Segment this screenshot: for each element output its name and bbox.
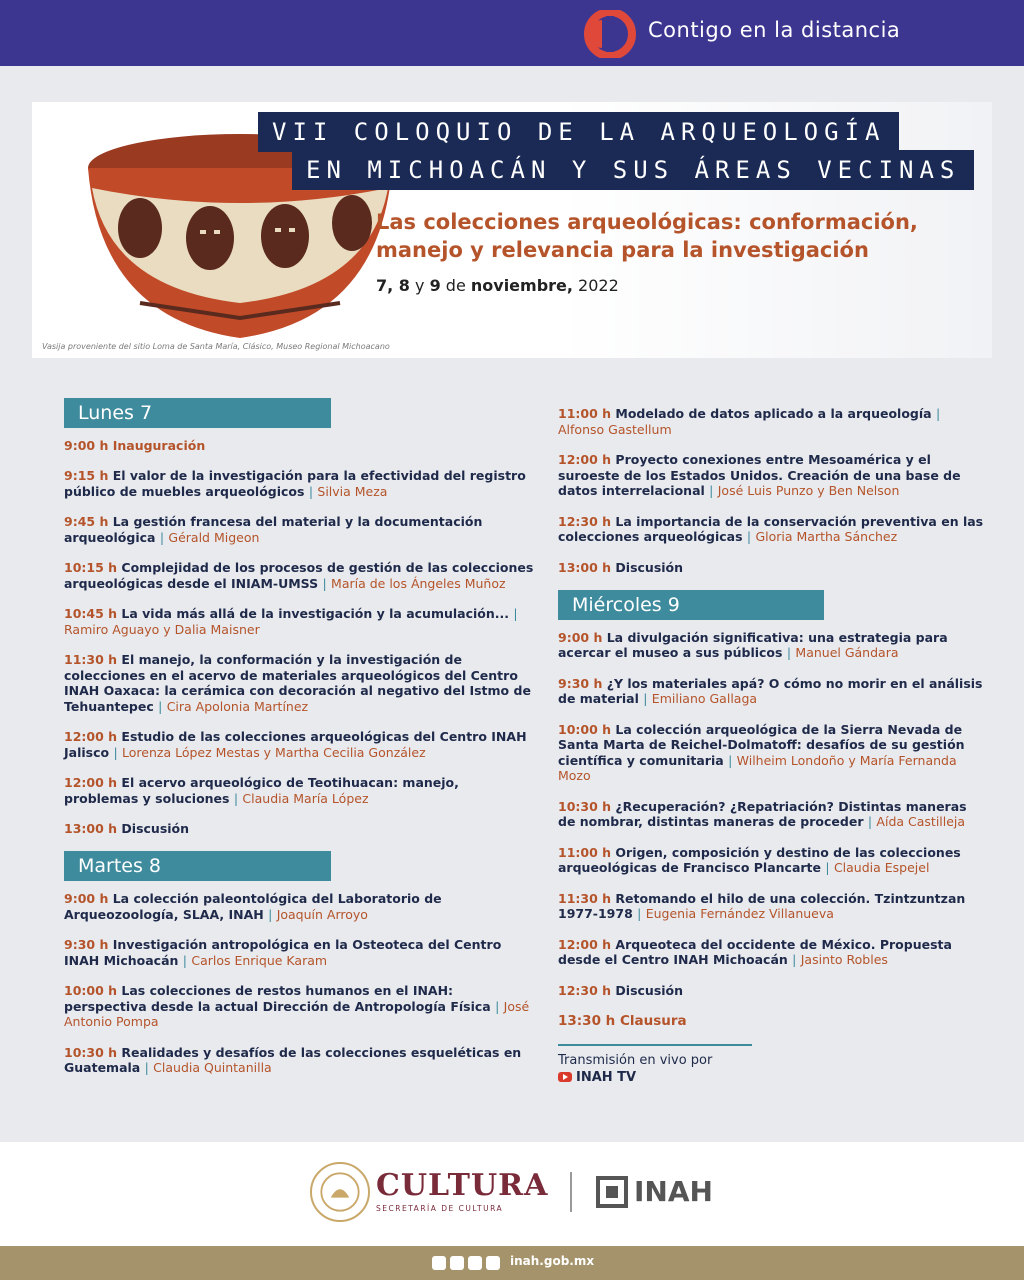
schedule-entry	[558, 799, 988, 830]
entry-speaker: Gloria Martha Sánchez	[755, 529, 898, 544]
hero-header	[32, 102, 992, 358]
entry-time: 10:15 h	[64, 560, 118, 575]
entry-time: 9:45 h	[64, 514, 109, 529]
entry-time: 9:15 h	[64, 468, 109, 483]
schedule-entry	[558, 891, 988, 922]
entry-separator: |	[867, 814, 873, 829]
clausura: 13:30 h Clausura	[558, 1012, 687, 1029]
schedule-entry	[558, 452, 988, 499]
entry-time: 10:30 h	[558, 798, 612, 814]
schedule-entry	[64, 560, 534, 591]
entry-time: 11:30 h	[558, 890, 612, 906]
schedule-entry	[558, 845, 988, 876]
schedule-entry	[558, 630, 988, 661]
title-line-1: VII COLOQUIO DE LA ARQUEOLOGÍA	[258, 112, 899, 152]
entry-speaker: Carlos Enrique Karam	[191, 952, 328, 968]
entry-speaker: Wilheim Londoño y María Fernanda Mozo	[558, 752, 957, 783]
entry-separator: |	[746, 529, 752, 544]
entry-time: 12:00 h	[64, 775, 118, 790]
entry-time: 11:30 h	[64, 652, 118, 667]
entry-separator: |	[786, 645, 792, 660]
entry-speaker: Ramiro Aguayo y Dalia Maisner	[64, 621, 260, 637]
martes-list-continued	[558, 406, 988, 545]
entry-title: Modelado de datos aplicado a la arqueología	[615, 406, 932, 421]
entry-separator: |	[728, 752, 733, 768]
discusion-martes: 13:00 h Discusión	[558, 559, 684, 575]
entry-title: Proyecto conexiones entre Mesoamérica y el suroeste de los Estados Unidos. Creación de una base de datos interrelacional	[558, 452, 961, 498]
entry-time: 11:00 h	[558, 406, 612, 421]
entry-separator: |	[643, 691, 648, 706]
facebook-icon[interactable]	[432, 1256, 446, 1270]
schedule-entry	[558, 406, 988, 437]
entry-separator: |	[495, 998, 500, 1014]
entry-time: 12:00 h	[558, 936, 612, 952]
instagram-icon[interactable]	[468, 1256, 482, 1270]
entry-speaker: Alfonso Gastellum	[558, 421, 672, 437]
brand-tagline: Contigo en la distancia	[648, 18, 901, 42]
entry-separator: |	[825, 860, 830, 875]
entry-title: El acervo arqueológico de Teotihuacan: manejo, problemas y soluciones	[64, 775, 459, 806]
inauguracion: 9:00 h Inauguración	[64, 438, 206, 453]
entry-time: 9:00 h	[558, 629, 603, 645]
schedule-entry	[558, 937, 988, 968]
entry-time: 12:00 h	[64, 729, 118, 744]
schedule-entry	[64, 514, 534, 545]
entry-speaker: Eugenia Fernández Villanueva	[645, 906, 834, 921]
entry-separator: |	[308, 483, 314, 499]
entry-title: La importancia de la conservación preventiva en las colecciones arqueológicas	[558, 513, 984, 544]
schedule-entry	[64, 652, 534, 714]
entry-time: 12:00 h	[558, 452, 612, 467]
entry-separator: |	[113, 744, 118, 760]
entry-time: 12:30 h	[558, 513, 612, 529]
entry-speaker: Lorenza López Mestas y Martha Cecilia González	[122, 744, 426, 760]
entry-time: 10:30 h	[64, 1044, 118, 1060]
martes-list	[64, 891, 534, 1076]
cultura-subtitle: SECRETARÍA DE CULTURA	[376, 1204, 504, 1213]
entry-speaker: Silvia Meza	[317, 483, 388, 499]
entry-title: Las colecciones de restos humanos en el INAH: perspectiva desde la actual Dirección de Antropología Física	[64, 983, 491, 1014]
entry-title: El valor de la investigación para la efectividad del registro público de muebles arqueológicos	[64, 468, 526, 499]
stream-channel-link[interactable]: INAH TV	[558, 1069, 988, 1086]
top-bar	[0, 0, 1024, 66]
entry-title: Complejidad de los procesos de gestión de las colecciones arqueológicas desde el INIAM-UMSS	[64, 560, 534, 591]
contigo-logo-icon	[582, 10, 638, 58]
entry-title: La colección paleontológica del Laboratorio de Arqueozoología, SLAA, INAH	[64, 891, 442, 922]
entry-title: La gestión francesa del material y la documentación arqueológica	[64, 514, 483, 545]
entry-speaker: Manuel Gándara	[795, 645, 899, 660]
inah-logo: INAH	[634, 1175, 713, 1208]
schedule-entry	[64, 983, 534, 1030]
entry-separator: |	[158, 698, 163, 714]
entry-speaker: José Luis Punzo y Ben Nelson	[717, 483, 900, 498]
schedule-entry	[64, 937, 534, 968]
entry-time: 10:00 h	[64, 983, 118, 998]
entry-time: 11:00 h	[558, 844, 612, 860]
entry-time: 10:45 h	[64, 606, 118, 621]
schedule-entry	[558, 676, 988, 707]
stream-divider	[558, 1044, 752, 1046]
schedule-entry	[64, 891, 534, 922]
discusion-miercoles: 12:30 h Discusión	[558, 982, 684, 998]
entry-time: 10:00 h	[558, 721, 612, 737]
entry-time: 9:00 h	[64, 891, 109, 906]
day-heading-miercoles: Miércoles 9	[558, 590, 824, 620]
entry-title: El manejo, la conformación y la investigación de colecciones en el acervo de materiales arqueológicos del Centro INAH Oaxaca: la cerámica con decoración al negativo del Istmo de Tehuantepec	[64, 652, 531, 714]
entry-separator: |	[935, 406, 941, 421]
miercoles-list	[558, 630, 988, 968]
right-column	[558, 406, 988, 1086]
youtube-icon	[558, 1072, 572, 1082]
left-column	[64, 398, 534, 1091]
schedule-entry	[64, 729, 534, 760]
schedule-entry	[64, 606, 534, 637]
entry-speaker: Cira Apolonia Martínez	[166, 698, 309, 714]
schedule-entry	[64, 1045, 534, 1076]
mexico-seal-icon	[310, 1162, 370, 1222]
entry-separator: |	[513, 606, 518, 621]
entry-title: ¿Recuperación? ¿Repatriación? Distintas maneras de nombrar, distintas maneras de proceder	[558, 798, 967, 829]
entry-speaker: Claudia Quintanilla	[153, 1060, 272, 1075]
logo-divider	[570, 1172, 572, 1212]
entry-separator: |	[637, 906, 642, 921]
day-heading-martes: Martes 8	[64, 851, 331, 881]
stream-label: Transmisión en vivo por	[558, 1052, 713, 1068]
event-dates: 7, 8 y 9 de noviembre, 2022	[376, 276, 619, 295]
entry-separator: |	[182, 952, 187, 968]
inah-emblem-icon	[594, 1172, 630, 1212]
schedule-entry	[558, 722, 988, 784]
entry-speaker: Claudia María López	[242, 790, 369, 806]
entry-speaker: María de los Ángeles Muñoz	[331, 575, 506, 591]
cultura-logo: CULTURA	[376, 1168, 549, 1203]
schedule-entry	[64, 775, 534, 806]
youtube-icon[interactable]	[486, 1256, 500, 1270]
title-line-2: EN MICHOACÁN Y SUS ÁREAS VECINAS	[292, 150, 974, 190]
entry-title: ¿Y los materiales apá? O cómo no morir en el análisis de material	[558, 675, 983, 706]
entry-speaker: Claudia Espejel	[833, 860, 930, 875]
entry-separator: |	[792, 952, 797, 967]
website-link[interactable]: inah.gob.mx	[510, 1254, 595, 1268]
entry-title: Origen, composición y destino de las colecciones arqueológicas de Francisco Plancarte	[558, 844, 961, 875]
entry-speaker: Aída Castilleja	[876, 814, 966, 829]
entry-title: Retomando el hilo de una colección. Tzintzuntzan 1977-1978	[558, 890, 966, 921]
entry-separator: |	[268, 906, 273, 922]
entry-title: La colección arqueológica de la Sierra Nevada de Santa Marta de Reichel-Dolmatoff: desafíos de su gestión científica y comunitaria	[558, 721, 965, 768]
entry-separator: |	[233, 790, 239, 806]
day-heading-lunes: Lunes 7	[64, 398, 331, 428]
entry-title: Arqueoteca del occidente de México. Propuesta desde el Centro INAH Michoacán	[558, 936, 952, 967]
entry-separator: |	[322, 575, 327, 591]
entry-speaker: Emiliano Gallaga	[651, 691, 758, 706]
entry-title: Investigación antropológica en la Osteoteca del Centro INAH Michoacán	[64, 937, 502, 968]
entry-speaker: Joaquín Arroyo	[276, 906, 368, 922]
entry-title: Estudio de las colecciones arqueológicas del Centro INAH Jalisco	[64, 729, 527, 760]
image-caption: Vasija proveniente del sitio Loma de Santa María, Clásico, Museo Regional Michoacano	[42, 342, 390, 351]
twitter-icon[interactable]	[450, 1256, 464, 1270]
event-subtitle: Las colecciones arqueológicas: conformación, manejo y relevancia para la investigación	[376, 210, 918, 262]
entry-separator: |	[709, 483, 714, 498]
schedule-entry	[64, 468, 534, 499]
entry-title: Realidades y desafíos de las colecciones esqueléticas en Guatemala	[64, 1044, 522, 1075]
entry-speaker: José Antonio Pompa	[64, 998, 530, 1029]
entry-time: 9:30 h	[64, 937, 109, 952]
entry-title: La divulgación significativa: una estrategia para acercar el museo a sus públicos	[558, 629, 948, 660]
entry-separator: |	[144, 1060, 149, 1075]
lunes-list	[64, 468, 534, 806]
entry-time: 9:30 h	[558, 675, 603, 691]
entry-separator: |	[159, 529, 165, 545]
schedule-entry	[558, 514, 988, 545]
social-icons	[432, 1256, 500, 1270]
entry-speaker: Gérald Migeon	[168, 529, 260, 545]
entry-speaker: Jasinto Robles	[800, 952, 888, 967]
discusion-lunes: 13:00 h Discusión	[64, 821, 190, 836]
entry-title: La vida más allá de la investigación y la acumulación...	[121, 606, 510, 621]
